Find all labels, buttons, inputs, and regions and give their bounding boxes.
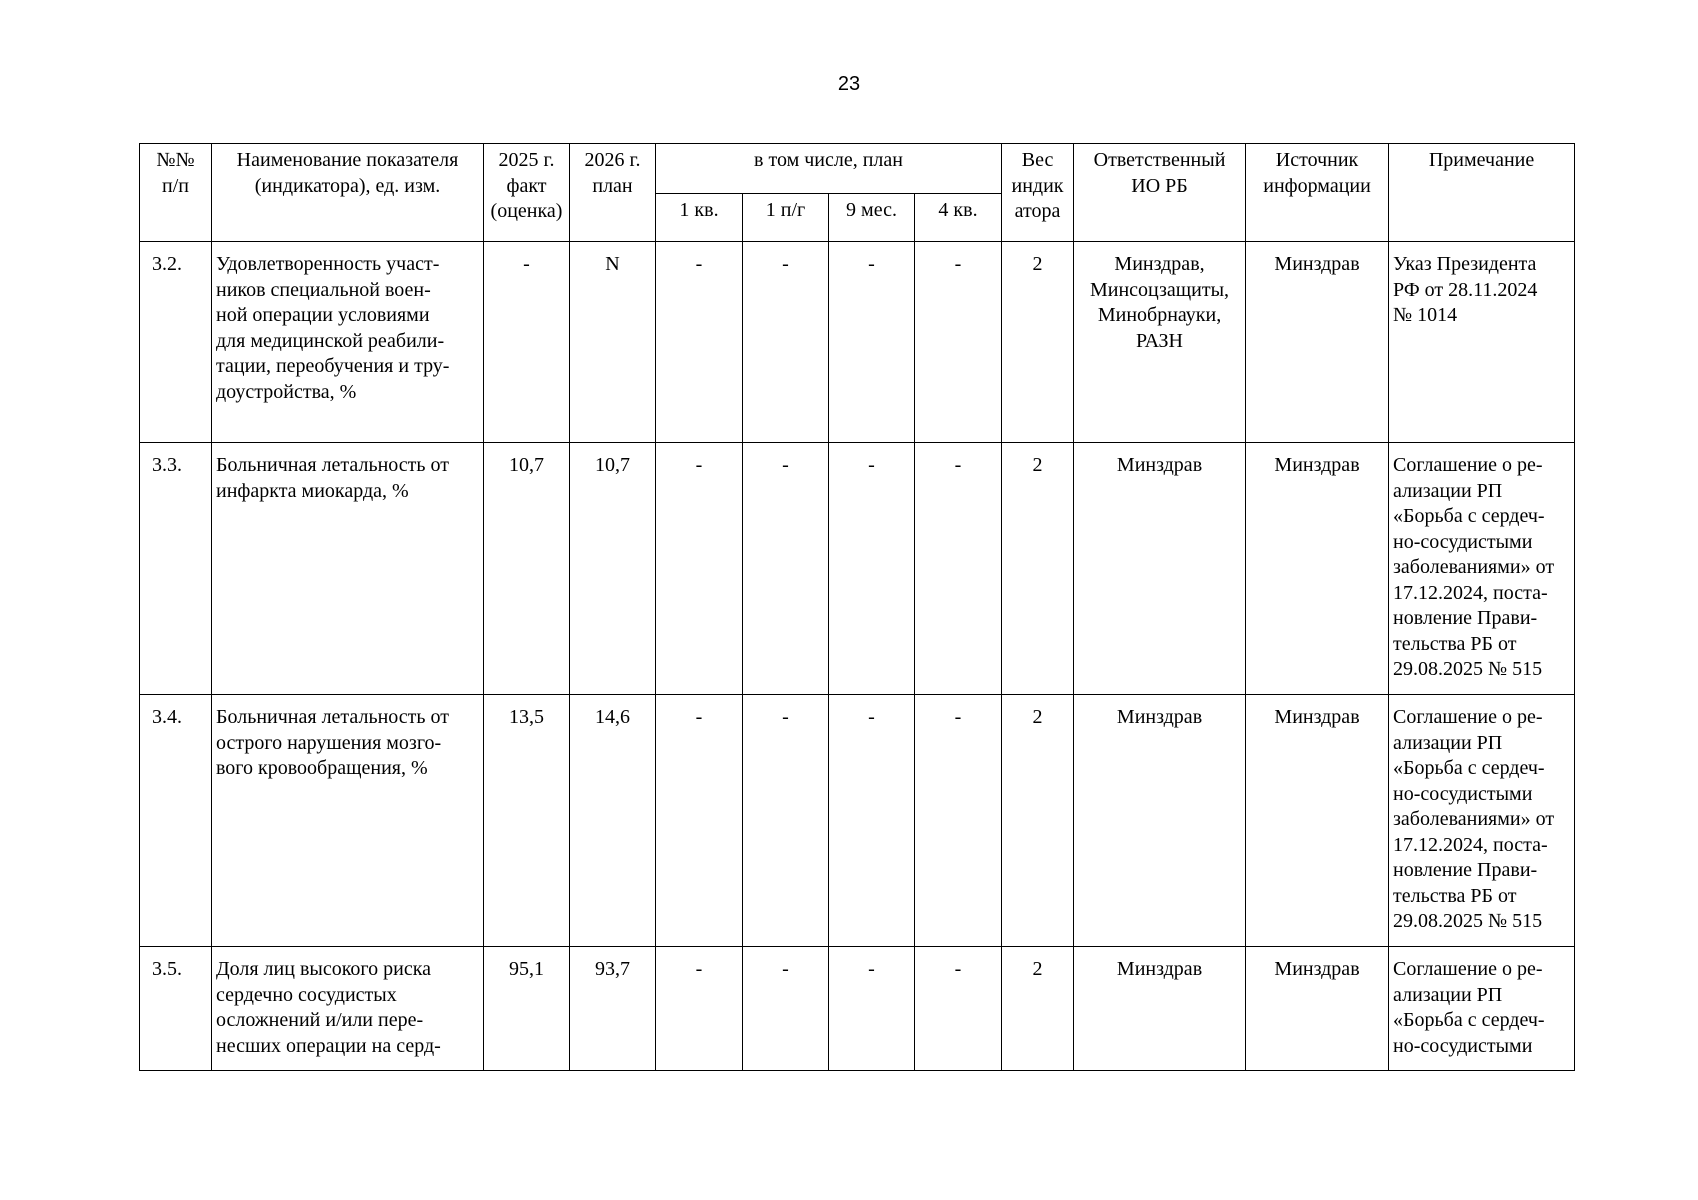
page-number: 23 <box>837 73 861 95</box>
row-name: Больничная летальность от инфаркта миокарда, % <box>212 443 484 695</box>
row-weight: 2 <box>1002 947 1074 1071</box>
header-name: Наименование показателя (индикатора), ед. изм. <box>212 144 484 242</box>
row-responsible: Минздрав <box>1074 695 1246 947</box>
row-name: Удовлетворенность участ- ников специальной воен- ной операции условиями для медицинской реабили- тации, переобучения и тру- доустройства, % <box>212 242 484 443</box>
header-row <box>140 144 1575 194</box>
row-h1: - <box>743 947 829 1071</box>
row-fact-2025: - <box>484 242 570 443</box>
row-q4: - <box>915 443 1002 695</box>
row-q4: - <box>915 695 1002 947</box>
row-responsible: Минздрав <box>1074 443 1246 695</box>
row-num: 3.3. <box>140 443 212 695</box>
row-h1: - <box>743 695 829 947</box>
row-fact-2025: 10,7 <box>484 443 570 695</box>
header-source: Источник информации <box>1246 144 1389 242</box>
row-note: Соглашение о ре- ализации РП «Борьба с сердеч- но-сосудистыми заболеваниями» от 17.12.2024, поста- новление Прави- тельства РБ от 29.08.2025 № 515 <box>1389 443 1575 695</box>
row-9m: - <box>829 695 915 947</box>
row-plan-2026: N <box>570 242 656 443</box>
row-source: Минздрав <box>1246 947 1389 1071</box>
header-q4: 4 кв. <box>915 194 1002 242</box>
row-q1: - <box>656 947 743 1071</box>
row-note: Соглашение о ре- ализации РП «Борьба с сердеч- но-сосудистыми <box>1389 947 1575 1071</box>
row-source: Минздрав <box>1246 443 1389 695</box>
indicators-table <box>139 143 1575 1071</box>
row-source: Минздрав <box>1246 242 1389 443</box>
row-plan-2026: 93,7 <box>570 947 656 1071</box>
row-fact-2025: 95,1 <box>484 947 570 1071</box>
row-responsible: Минздрав <box>1074 947 1246 1071</box>
header-note: Примечание <box>1389 144 1575 242</box>
row-name: Больничная летальность от острого нарушения мозго- вого кровообращения, % <box>212 695 484 947</box>
row-h1: - <box>743 242 829 443</box>
row-num: 3.5. <box>140 947 212 1071</box>
row-plan-2026: 14,6 <box>570 695 656 947</box>
row-source: Минздрав <box>1246 695 1389 947</box>
table-row <box>140 947 1575 1071</box>
row-q1: - <box>656 242 743 443</box>
header-including-plan: в том числе, план <box>656 144 1002 194</box>
row-q1: - <box>656 443 743 695</box>
row-9m: - <box>829 242 915 443</box>
row-plan-2026: 10,7 <box>570 443 656 695</box>
table-row <box>140 242 1575 443</box>
table-row <box>140 443 1575 695</box>
row-q4: - <box>915 242 1002 443</box>
header-plan-2026: 2026 г. план <box>570 144 656 242</box>
row-weight: 2 <box>1002 443 1074 695</box>
row-weight: 2 <box>1002 242 1074 443</box>
row-fact-2025: 13,5 <box>484 695 570 947</box>
header-fact-2025: 2025 г. факт (оценка) <box>484 144 570 242</box>
header-weight: Вес индик атора <box>1002 144 1074 242</box>
row-name: Доля лиц высокого риска сердечно сосудистых осложнений и/или пере- несших операции на серд- <box>212 947 484 1071</box>
row-weight: 2 <box>1002 695 1074 947</box>
header-9m: 9 мес. <box>829 194 915 242</box>
table-row <box>140 695 1575 947</box>
row-q4: - <box>915 947 1002 1071</box>
row-9m: - <box>829 947 915 1071</box>
header-q1: 1 кв. <box>656 194 743 242</box>
row-responsible: Минздрав, Минсоцзащиты, Минобрнауки, РАЗН <box>1074 242 1246 443</box>
row-9m: - <box>829 443 915 695</box>
row-note: Указ Президента РФ от 28.11.2024 № 1014 <box>1389 242 1575 443</box>
row-note: Соглашение о ре- ализации РП «Борьба с сердеч- но-сосудистыми заболеваниями» от 17.12.2024, поста- новление Прави- тельства РБ от 29.08.2025 № 515 <box>1389 695 1575 947</box>
header-h1: 1 п/г <box>743 194 829 242</box>
row-num: 3.4. <box>140 695 212 947</box>
row-q1: - <box>656 695 743 947</box>
header-responsible: Ответственный ИО РБ <box>1074 144 1246 242</box>
row-num: 3.2. <box>140 242 212 443</box>
header-num: №№ п/п <box>140 144 212 242</box>
row-h1: - <box>743 443 829 695</box>
